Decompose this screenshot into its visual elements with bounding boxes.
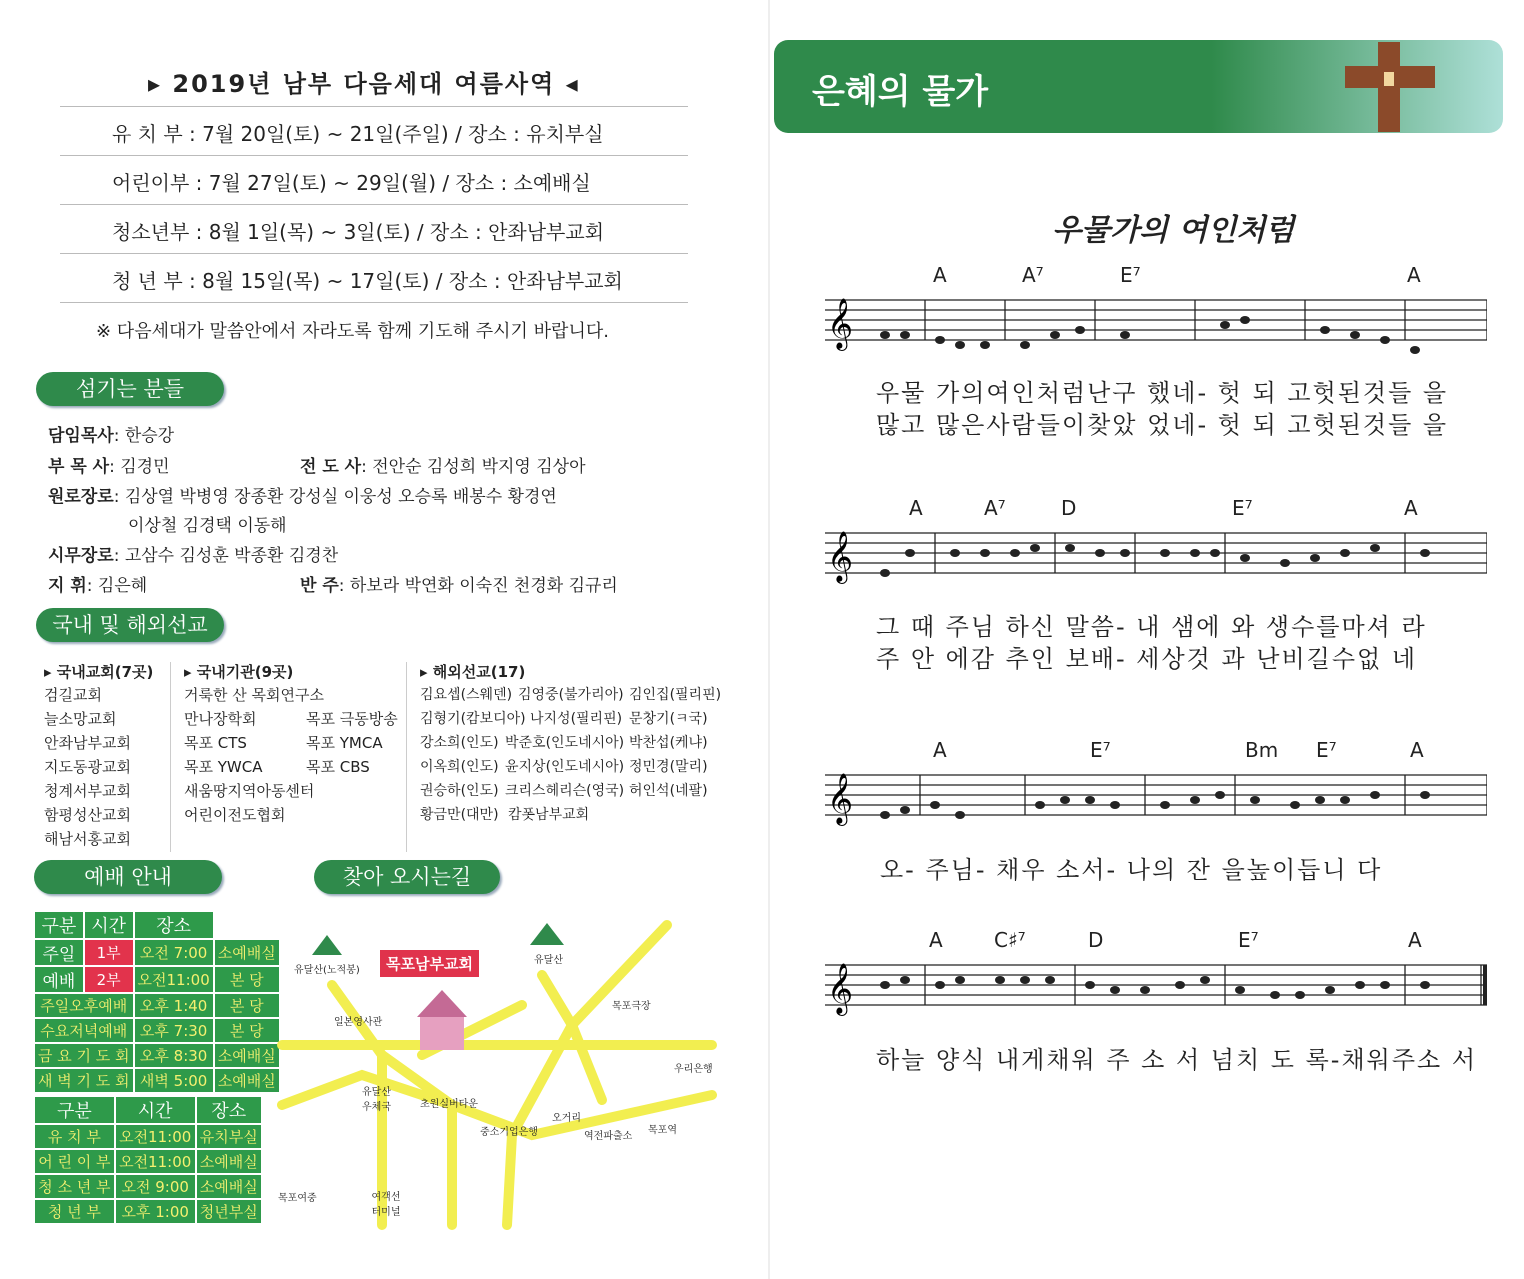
map-roads	[272, 905, 732, 1235]
lyrics-4: 하늘 양식 내게채워 주 소 서 넘치 도 록-채워주소 서	[876, 1046, 1477, 1074]
worship-table: 구분 시간 장소 주일 1부 오전 7:00 소예배실 예배 2부 오전11:00 본 당 주일오후예배 오후 1:40 본 당 수요저녁예배 오후 7:30 본 당 금 요 기 도 회 오후 8:30 소예배실 새 벽 기 도 회 새벽 5:00 소예배실	[33, 910, 281, 1094]
domestic-org-list-a	[184, 684, 324, 828]
music-staff-3	[825, 765, 1487, 835]
cross-icon	[1340, 42, 1440, 132]
accompanist-row: 반 주: 하보라 박연화 이숙진 천경화 김규리	[300, 576, 618, 596]
church-icon	[420, 1015, 464, 1050]
mission-section-title: 국내 및 해외선교	[36, 608, 224, 642]
list-item: 지도동광교회	[44, 758, 131, 776]
list-item: 만나장학회	[184, 710, 257, 728]
youth-worship-table: 구분 시간 장소 유 치 부 오전11:00 유치부실 어 린 이 부 오전11:00 소예배실 청 소 년 부 오전 9:00 소예배실 청 년 부 오후 1:00 청년부실	[33, 1095, 263, 1225]
lyrics-2a: 그 때 주님 하신 말씀- 내 샘에 와 생수를마셔 라	[876, 613, 1427, 641]
list-item: 목포 YWCA	[184, 758, 263, 776]
list-item: 목포 CTS	[184, 734, 247, 752]
list-item: 늘소망교회	[44, 710, 117, 728]
overseas-title: ▸ 해외선교(17)	[420, 663, 526, 681]
list-item: 검길교회	[44, 686, 102, 704]
list-item: 새움땅지역아동센터	[184, 782, 315, 800]
list-item: 목포 극동방송	[306, 710, 398, 728]
domestic-church-list	[44, 684, 131, 852]
summer-title: ▸ 2019년 남부 다음세대 여름사역 ◂	[148, 70, 580, 98]
domestic-org-title: ▸ 국내기관(9곳)	[184, 663, 294, 681]
music-staff-4	[825, 955, 1487, 1025]
svg-text:𝄞: 𝄞	[827, 773, 854, 824]
list-item: 어린이전도협회	[184, 806, 286, 824]
svg-text:𝄞: 𝄞	[827, 531, 854, 582]
music-staff-2	[825, 523, 1487, 593]
song-title: 우물가의 여인처럼	[1052, 213, 1295, 248]
schedule-youth: 청소년부 : 8월 1일(목) ~ 3일(토) / 장소 : 안좌남부교회	[112, 220, 605, 244]
conductor-row: 지 휘: 김은혜	[48, 576, 148, 596]
senior-pastor-row: 담임목사: 한승강	[48, 426, 175, 446]
domestic-org-list-b	[306, 708, 398, 780]
music-staff-1	[825, 290, 1487, 360]
elder-emeritus-row-2: 이상철 김경택 이동해	[128, 516, 287, 536]
evangelist-row: 전 도 사: 전안순 김성희 박지영 김상아	[300, 457, 586, 477]
list-item: 거룩한 산 목회연구소	[184, 686, 324, 704]
domestic-church-title: ▸ 국내교회(7곳)	[44, 663, 154, 681]
svg-text:𝄞: 𝄞	[827, 963, 854, 1014]
list-item: 안좌남부교회	[44, 734, 131, 752]
schedule-young-adult: 청 년 부 : 8월 15일(목) ~ 17일(토) / 장소 : 안좌남부교회	[112, 269, 623, 293]
list-item: 해남서홍교회	[44, 830, 131, 848]
elder-emeritus-row: 원로장로: 김상열 박병영 장종환 강성실 이웅성 오승록 배봉수 황경연	[48, 487, 557, 507]
lyrics-1b: 많고 많은사람들이찾았 었네- 헛 되 고헛된것들 을	[876, 411, 1449, 439]
list-item: 목포 YMCA	[306, 734, 383, 752]
svg-text:𝄞: 𝄞	[827, 298, 854, 349]
church-map-label: 목포남부교회	[380, 950, 479, 977]
fold-divider	[768, 0, 770, 1279]
lyrics-2b: 주 안 에감 추인 보배- 세상것 과 난비길수없 네	[876, 645, 1418, 673]
hymn-title: 은혜의 물가	[812, 72, 989, 112]
list-item: 청계서부교회	[44, 782, 131, 800]
assoc-pastor-row: 부 목 사: 김경민	[48, 457, 170, 477]
elder-row: 시무장로: 고삼수 김성훈 박종환 김경찬	[48, 546, 339, 566]
directions-map: 목포남부교회 유달산(노적봉) 일본영사관 유달산 목포극장 우리은행 유달산 우체국 초원실버타운 중소기업은행 오거리 역전파출소 목포역 목포여중 여객선 터미널	[272, 905, 732, 1235]
worship-section-title: 예배 안내	[34, 860, 222, 894]
staff-section-title: 섬기는 분들	[36, 372, 224, 406]
list-item: 목포 CBS	[306, 758, 370, 776]
list-item: 함평성산교회	[44, 806, 131, 824]
prayer-note: ※ 다음세대가 말씀안에서 자라도록 함께 기도해 주시기 바랍니다.	[96, 321, 609, 342]
schedule-kindergarten: 유 치 부 : 7월 20일(토) ~ 21일(주일) / 장소 : 유치부실	[112, 122, 604, 146]
lyrics-3: 오- 주님- 채우 소서- 나의 잔 을높이듭니 다	[880, 856, 1383, 884]
directions-section-title: 찾아 오시는길	[314, 860, 500, 894]
schedule-children: 어린이부 : 7월 27일(토) ~ 29일(월) / 장소 : 소예배실	[112, 171, 591, 195]
lyrics-1a: 우물 가의여인처럼난구 했네- 헛 되 고헛된것들 을	[876, 379, 1449, 407]
